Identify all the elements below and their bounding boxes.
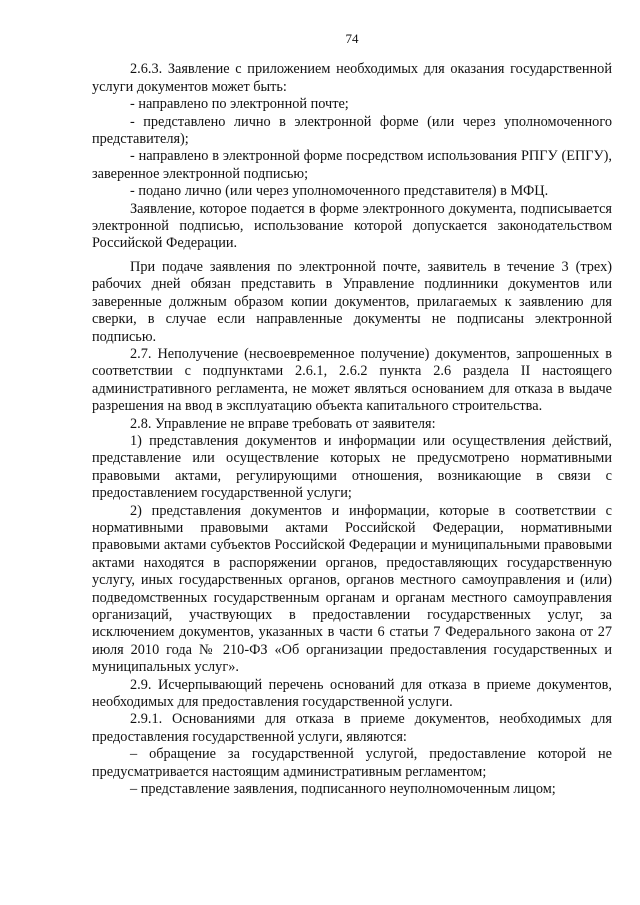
list-item-not-provided: – обращение за государственной услугой, предоставление которой не предусматривается настоящим административным регламентом; (92, 746, 612, 780)
paragraph-2-6-3: 2.6.3. Заявление с приложением необходимых для оказания государственной услуги документов может быть: (92, 61, 612, 95)
list-item-email: - направлено по электронной почте; (130, 96, 349, 113)
paragraph-2-8: 2.8. Управление не вправе требовать от заявителя: (130, 415, 436, 432)
paragraph-2-9-1: 2.9.1. Основаниями для отказа в приеме документов, необходимых для предоставления государственной услуги, являются: (92, 711, 612, 745)
list-item-2-8-1: 1) представления документов и информации или осуществления действий, представление или осуществление которых не предусмотрено нормативными правовыми актами, регулирующими отношения, возникающие в связи с предоставлением государственной услуги; (92, 432, 612, 502)
list-item-unauthorized: – представление заявления, подписанного неуполномоченным лицом; (130, 781, 556, 798)
list-item-mfc: - подано лично (или через уполномоченного представителя) в МФЦ. (130, 183, 549, 200)
paragraph-electronic-signature: Заявление, которое подается в форме электронного документа, подписывается электронной подписью, использование которой допускается законодательством Российской Федерации. (92, 200, 612, 252)
document-page (92, 30, 612, 798)
paragraph-2-7: 2.7. Неполучение (несвоевременное получение) документов, запрошенных в соответствии с подпунктами 2.6.1, 2.6.2 пункта 2.6 раздела II настоящего административного регламента, не может являться основанием для отказа в выдаче разрешения на ввод в эксплуатацию объекта капитального строительства. (92, 345, 612, 415)
paragraph-2-9: 2.9. Исчерпывающий перечень оснований для отказа в приеме документов, необходимых для предоставления государственной услуги. (92, 676, 612, 711)
page-number: 74 (345, 31, 359, 46)
list-item-2-8-2: 2) представления документов и информации, которые в соответствии с нормативными правовыми актами Российской Федерации, нормативными правовыми актами субъектов Российской Федерации и муниципальными правовыми актами находятся в распоряжении органов, предоставляющих государственную услугу, иных государственных органов, органов местного самоуправления и (или) подведомственных государственным органам и органам местного самоуправления организаций, участвующих в предоставлении государственных услуг, за исключением документов, указанных в части 6 статьи 7 Федерального закона от 27 июля 2010 года № 210-ФЗ «Об организации предоставления государственных и муниципальных услуг». (92, 502, 612, 676)
paragraph-email-submission: При подаче заявления по электронной почте, заявитель в течение 3 (трех) рабочих дней обязан представить в Управление подлинники документов или заверенные должным образом копии документов, прилагаемых к заявлению для сверки, в случае если направленные документы не подписаны электронной подписью. (92, 258, 612, 345)
list-item-rpgu: - направлено в электронной форме посредством использования РПГУ (ЕПГУ), заверенное электронной подписью; (92, 148, 612, 182)
list-item-personal-electronic: - представлено лично в электронной форме (или через уполномоченного представителя); (92, 113, 612, 148)
